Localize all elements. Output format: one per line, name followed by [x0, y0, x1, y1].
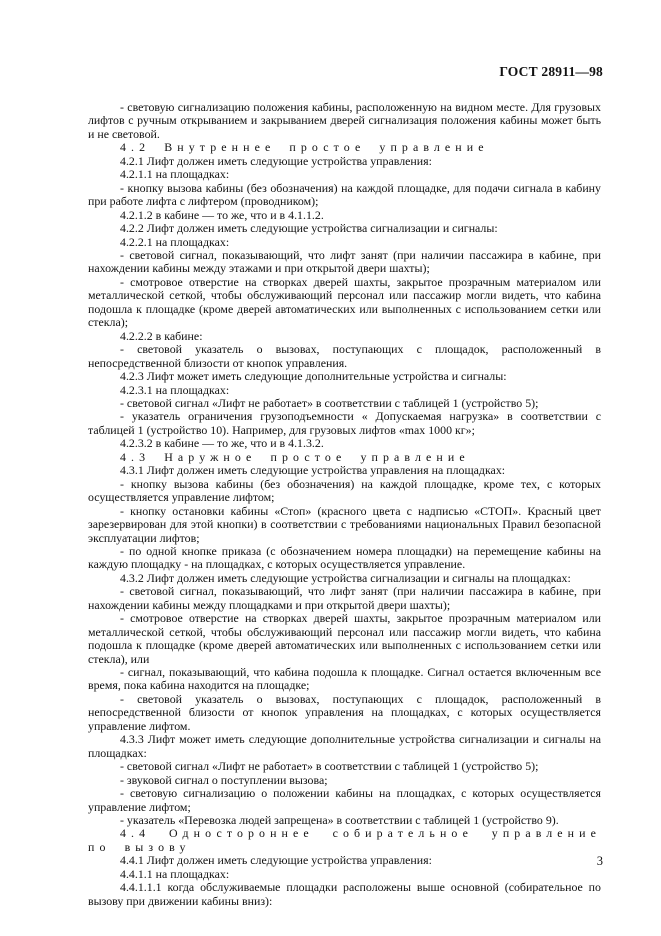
section-heading: 4.2 Внутреннее простое управление	[120, 140, 489, 155]
paragraph: - световой указатель о вызовах, поступающих с площадок, расположенный в непосредственной близости от кнопок управления на площадках, с которых осуществляется управление лифтом.	[88, 691, 601, 733]
paragraph: 4.2.2 Лифт должен иметь следующие устройства сигнализации и сигналы:	[120, 221, 498, 236]
paragraph: 4.3.1 Лифт должен иметь следующие устройства управления на площадках:	[120, 463, 506, 478]
document-body	[88, 101, 601, 908]
section-heading: 4.3 Наружное простое управление	[120, 449, 470, 464]
paragraph: - световой сигнал, показывающий, что лифт занят (при наличии пассажира в кабине, при нахождении кабины между этажами и при открытой двери шахты);	[88, 247, 601, 276]
section-heading: 4.4 Одностороннее собирательное управление по вызову	[88, 826, 601, 854]
paragraph: 4.4.1.1.1 когда обслуживаемые площадки расположены выше основной (собирательное по вызову при движении кабины вниз):	[88, 880, 601, 908]
paragraph: - световой указатель о вызовах, поступающих с площадок, расположенный в непосредственной близости от кнопок управления.	[88, 342, 601, 370]
paragraph: 4.2.2.2 в кабине:	[120, 328, 203, 343]
paragraph: - по одной кнопке приказа (с обозначением номера площадки) на перемещение кабины на каждую площадку - на площадках, с которых осуществляется управление.	[88, 543, 601, 572]
paragraph: - смотровое отверстие на створках дверей шахты, закрытое прозрачным материалом или металлической сеткой, чтобы обслуживающий персонал или пассажир могли видеть, что кабина подошла к площадке (кроме дверей автоматических или выполненных с использованием сетки или стекла);	[88, 274, 601, 330]
paragraph: 4.2.1.2 в кабине — то же, что и в 4.1.1.2.	[120, 207, 324, 222]
paragraph: 4.3.3 Лифт может иметь следующие дополнительные устройства сигнализации и сигналы на площадках:	[88, 732, 601, 760]
paragraph: - указатель ограничения грузоподъемности « Допускаемая нагрузка» в соответствии с таблицей 1 (устройство 10). Например, для грузовых лифтов «max 1000 кг»;	[88, 409, 601, 437]
paragraph: - кнопку остановки кабины «Стоп» (красного цвета с надписью «СТОП». Красный цвет зарезервирован для этой кнопки) в соответствии с требованиями национальных Правил безопасной эксплуатации лифтов;	[88, 503, 601, 545]
document-code: ГОСТ 28911—98	[499, 64, 603, 79]
paragraph: - световой сигнал «Лифт не работает» в соответствии с таблицей 1 (устройство 5);	[120, 759, 539, 774]
paragraph: - указатель «Перевозка людей запрещена» в соответствии с таблицей 1 (устройство 9).	[120, 813, 559, 828]
paragraph: 4.2.3.1 на площадках:	[120, 382, 230, 397]
paragraph: 4.2.2.1 на площадках:	[120, 234, 230, 249]
paragraph: - кнопку вызова кабины (без обозначения) на каждой площадке, кроме тех, с которых осуществляется управление лифтом;	[88, 476, 601, 505]
paragraph: 4.2.1 Лифт должен иметь следующие устройства управления:	[120, 153, 432, 168]
page-number: 3	[596, 854, 603, 868]
paragraph: 4.2.3 Лифт может иметь следующие дополнительные устройства и сигналы:	[120, 369, 507, 384]
paragraph: 4.3.2 Лифт должен иметь следующие устройства сигнализации и сигналы на площадках:	[120, 570, 571, 585]
paragraph: 4.2.3.2 в кабине — то же, что и в 4.1.3.2.	[120, 436, 324, 451]
paragraph: - световой сигнал, показывающий, что лифт занят (при наличии пассажира в кабине, при нахождении кабины между площадками и при открытой двери шахты);	[88, 584, 601, 612]
paragraph: - звуковой сигнал о поступлении вызова;	[120, 772, 328, 787]
paragraph: 4.4.1.1 на площадках:	[120, 866, 230, 881]
paragraph: - сигнал, показывающий, что кабина подошла к площадке. Сигнал остается включенным все время, пока кабина находится на площадке;	[88, 665, 601, 693]
paragraph: - смотровое отверстие на створках дверей шахты, закрытое прозрачным материалом или металлической сеткой, чтобы обслуживающий персонал или пассажир могли видеть, что кабина подошла к площадке (кроме дверей автоматических или выполненных с использованием сетки или стекла), или	[88, 611, 601, 666]
paragraph: - световую сигнализацию о положении кабины на площадках, с которых осуществляется управление лифтом;	[88, 786, 601, 814]
paragraph: 4.4.1 Лифт должен иметь следующие устройства управления:	[120, 853, 432, 868]
paragraph: - кнопку вызова кабины (без обозначения) на каждой площадке, для подачи сигнала в кабину при работе лифта с лифтером (проводником);	[88, 180, 601, 209]
paragraph: - световую сигнализацию положения кабины, расположенную на видном месте. Для грузовых лифтов с ручным открыванием и закрыванием дверей сигнализация положения кабины может быть и не световой.	[88, 100, 601, 141]
paragraph: 4.2.1.1 на площадках:	[120, 167, 230, 182]
paragraph: - световой сигнал «Лифт не работает» в соответствии с таблицей 1 (устройство 5);	[120, 395, 539, 410]
